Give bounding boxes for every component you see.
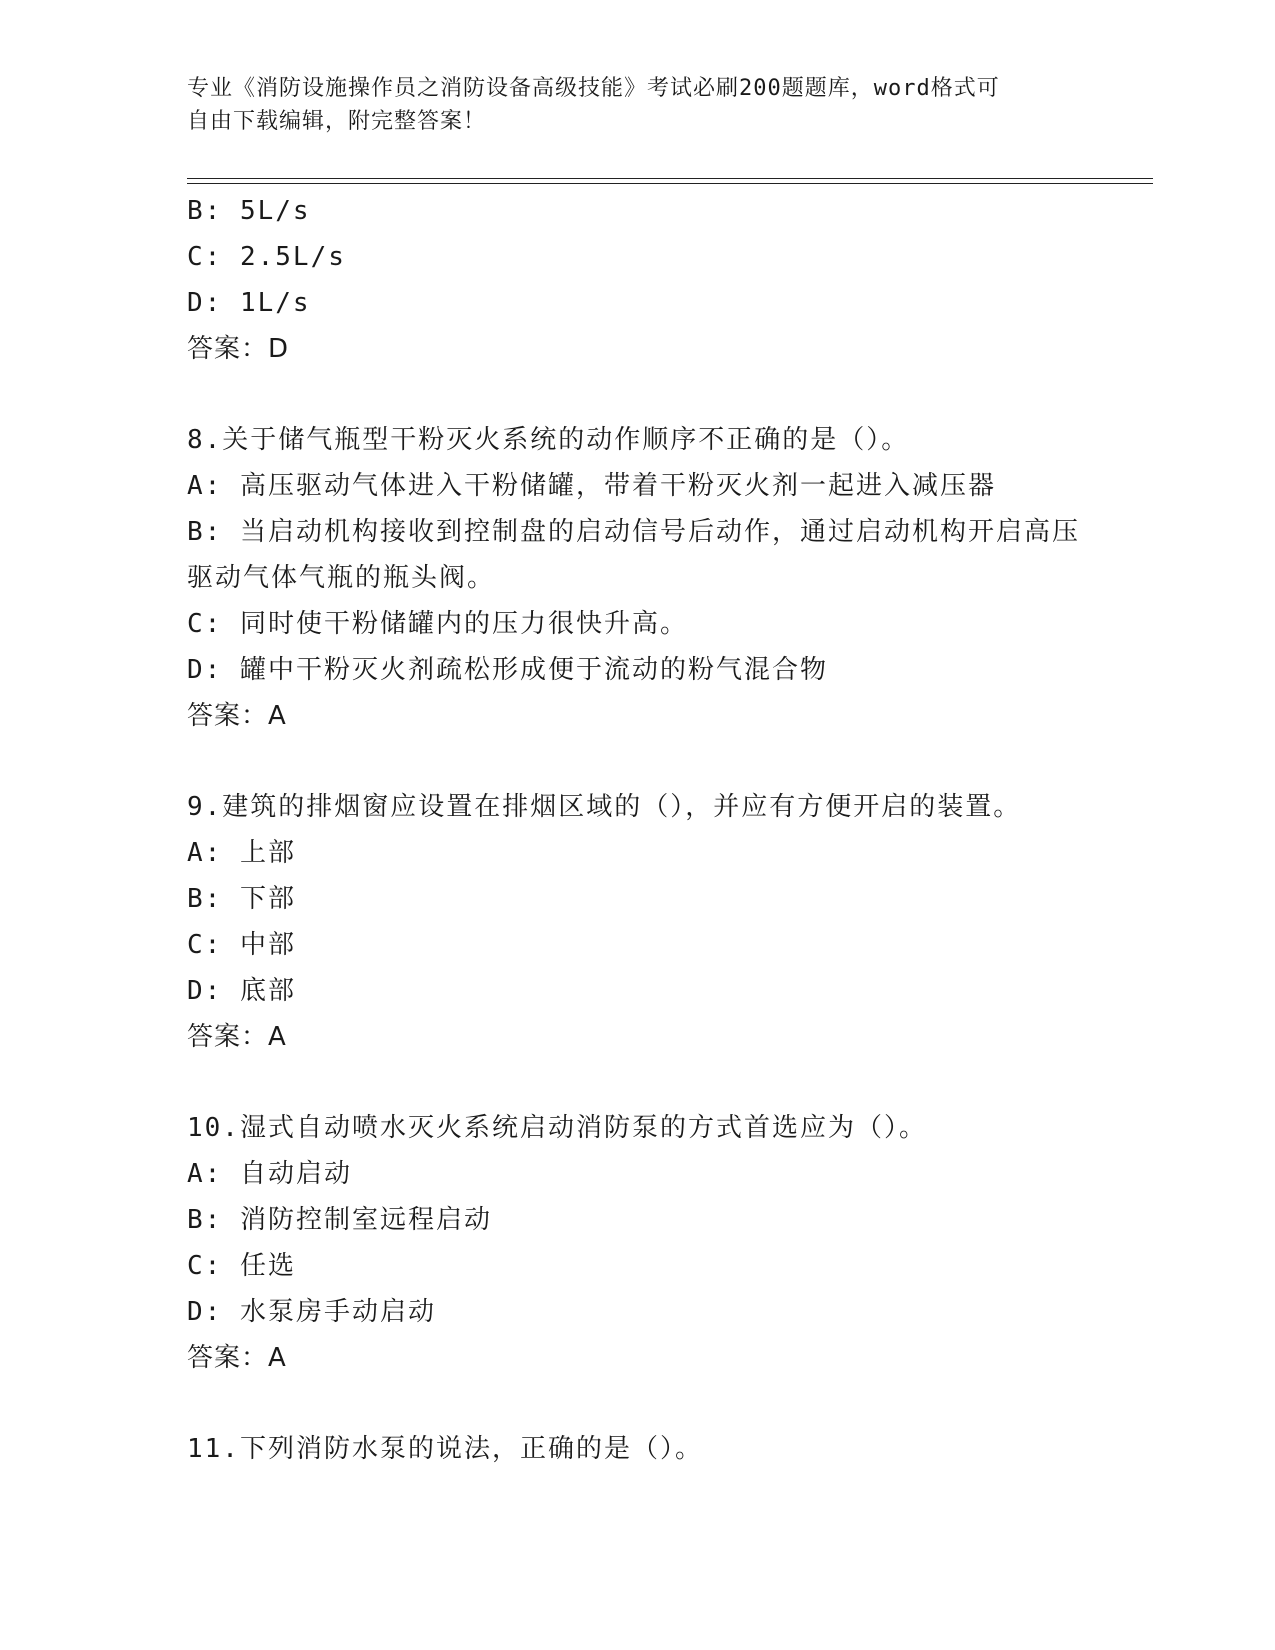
answer: 答案：A [187, 701, 287, 731]
option-d: D: 罐中干粉灭火剂疏松形成便于流动的粉气混合物 [187, 655, 828, 685]
document-header [187, 72, 1087, 138]
option-b: B: 当启动机构接收到控制盘的启动信号后动作，通过启动机构开启高压驱动气体气瓶的瓶头阀。 [187, 517, 1080, 593]
question-11-block [187, 1426, 1087, 1472]
option-a: A: 高压驱动气体进入干粉储罐，带着干粉灭火剂一起进入减压器 [187, 471, 996, 501]
option-a: A: 自动启动 [187, 1159, 352, 1189]
option-d: D: 底部 [187, 976, 296, 1006]
option-d: D: 水泵房手动启动 [187, 1297, 436, 1327]
option-b: B: 5L/s [187, 196, 311, 226]
option-c: C: 任选 [187, 1251, 296, 1281]
answer: 答案：A [187, 1022, 287, 1052]
question-11-text: 11.下列消防水泵的说法，正确的是（）。 [187, 1434, 703, 1464]
prev-question-block [187, 188, 1087, 372]
header-line-2: 自由下载编辑，附完整答案！ [187, 109, 487, 134]
answer: 答案：D [187, 334, 290, 364]
header-divider-top [187, 178, 1153, 179]
question-8-block [187, 417, 1087, 739]
answer: 答案：A [187, 1343, 287, 1373]
question-10-block [187, 1105, 1087, 1381]
option-b: B: 下部 [187, 884, 296, 914]
question-9-block [187, 784, 1087, 1060]
question-10-text: 10.湿式自动喷水灭火系统启动消防泵的方式首选应为（）。 [187, 1113, 927, 1143]
option-d: D: 1L/s [187, 288, 311, 318]
question-9-text: 9.建筑的排烟窗应设置在排烟区域的（），并应有方便开启的装置。 [187, 792, 1022, 822]
option-c: C: 中部 [187, 930, 296, 960]
header-line-1: 专业《消防设施操作员之消防设备高级技能》考试必刷200题题库，word格式可 [187, 76, 1000, 101]
option-b: B: 消防控制室远程启动 [187, 1205, 492, 1235]
question-8-text: 8.关于储气瓶型干粉灭火系统的动作顺序不正确的是（）。 [187, 425, 910, 455]
option-a: A: 上部 [187, 838, 296, 868]
document-body [187, 188, 1087, 1472]
option-c: C: 同时使干粉储罐内的压力很快升高。 [187, 609, 688, 639]
option-c: C: 2.5L/s [187, 242, 346, 272]
header-divider-bottom [187, 183, 1153, 184]
